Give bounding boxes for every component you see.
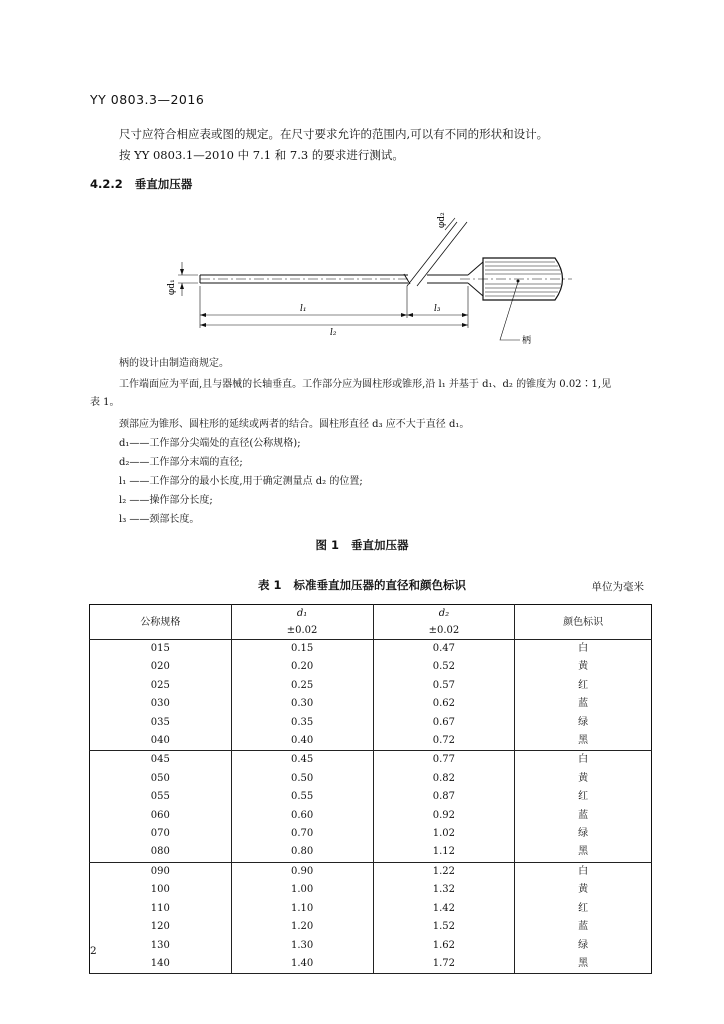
cell-size: 090 — [90, 862, 232, 881]
cell-d1: 0.70 — [231, 825, 373, 843]
cell-d2: 1.02 — [373, 825, 515, 843]
cell-color: 绿 — [578, 939, 589, 951]
cell-color: 黑 — [515, 843, 652, 862]
cell-size: 035 — [90, 714, 232, 732]
cell-d1: 0.25 — [231, 677, 373, 695]
table-title: 标准垂直加压器的直径和颜色标识 — [293, 578, 467, 592]
section-number: 4.2.2 — [90, 177, 123, 191]
cell-d2: 0.92 — [373, 807, 515, 825]
cell-d2: 0.67 — [373, 714, 515, 732]
cell-d2: 1.42 — [373, 900, 515, 918]
cell-size: 055 — [90, 788, 232, 806]
table-row — [90, 640, 652, 659]
table-row — [90, 918, 652, 936]
def-l1: l₁ ——工作部分的最小长度,用于确定测量点 d₂ 的位置; — [119, 476, 363, 487]
header-d2-tolerance: ±0.02 — [373, 622, 515, 640]
table-row — [90, 751, 652, 770]
cell-size: 130 — [90, 937, 232, 955]
table-number: 表 1 — [257, 578, 282, 592]
standard-number: YY 0803.3—2016 — [90, 92, 205, 107]
cell-d2: 0.52 — [373, 658, 515, 676]
intro-line-2: 按 YY 0803.1—2010 中 7.1 和 7.3 的要求进行测试。 — [119, 148, 404, 162]
table-body — [90, 640, 652, 974]
cell-d1: 0.80 — [231, 843, 373, 862]
note-neck: 颈部应为锥形、圆柱形的延续或两者的结合。圆柱形直径 d₃ 应不大于直径 d₁。 — [119, 419, 470, 430]
cell-d1: 1.10 — [231, 900, 373, 918]
header-color: 颜色标识 — [515, 605, 652, 640]
cell-d2: 0.77 — [373, 751, 515, 770]
cell-d1: 1.30 — [231, 937, 373, 955]
table-row — [90, 807, 652, 825]
cell-size: 100 — [90, 881, 232, 899]
table-row — [90, 881, 652, 899]
label-d2: φd₂ — [437, 212, 447, 228]
header-d1: d₁ — [231, 605, 373, 623]
cell-color: 红 — [578, 679, 589, 691]
table-row — [90, 862, 652, 881]
cell-color: 红 — [578, 902, 589, 914]
cell-color: 黄 — [578, 884, 589, 896]
plugger-drawing — [160, 200, 580, 350]
figure-title: 垂直加压器 — [351, 538, 409, 552]
cell-d2: 0.82 — [373, 770, 515, 788]
table-row — [90, 714, 652, 732]
cell-d2: 1.52 — [373, 918, 515, 936]
cell-size: 045 — [90, 751, 232, 770]
cell-size: 020 — [90, 658, 232, 676]
cell-size: 030 — [90, 695, 232, 713]
cell-size: 110 — [90, 900, 232, 918]
diameter-color-table — [89, 604, 652, 974]
label-l2: l₂ — [330, 328, 337, 338]
cell-d1: 1.40 — [231, 955, 373, 974]
cell-size: 140 — [90, 955, 232, 974]
def-d2: d₂——工作部分末端的直径; — [119, 457, 243, 468]
def-d1: d₁——工作部分尖端处的直径(公称规格); — [119, 438, 301, 449]
note-work-end-cont: 表 1。 — [90, 397, 120, 408]
table-row — [90, 843, 652, 862]
note-handle: 柄的设计由制造商规定。 — [119, 358, 229, 369]
table-row — [90, 955, 652, 974]
cell-d2: 0.57 — [373, 677, 515, 695]
cell-d1: 0.40 — [231, 732, 373, 751]
page-number: 2 — [90, 945, 97, 957]
cell-size: 025 — [90, 677, 232, 695]
table-row — [90, 732, 652, 751]
cell-color: 白 — [578, 865, 589, 877]
cell-color: 绿 — [578, 828, 589, 840]
cell-d2: 0.62 — [373, 695, 515, 713]
cell-size: 050 — [90, 770, 232, 788]
table-row — [90, 825, 652, 843]
cell-d2: 1.62 — [373, 937, 515, 955]
intro-line-1: 尺寸应符合相应表或图的规定。在尺寸要求允许的范围内,可以有不同的形状和设计。 — [119, 127, 549, 141]
cell-color: 白 — [578, 643, 589, 654]
cell-d2: 0.72 — [373, 732, 515, 751]
cell-color: 黄 — [578, 772, 589, 784]
cell-d2: 1.22 — [373, 862, 515, 881]
label-l3: l₃ — [434, 304, 441, 314]
figure-number: 图 1 — [315, 538, 339, 552]
cell-size: 040 — [90, 732, 232, 751]
cell-d1: 0.90 — [231, 862, 373, 881]
cell-d1: 0.50 — [231, 770, 373, 788]
cell-size: 060 — [90, 807, 232, 825]
label-d1: φd₁ — [167, 279, 177, 295]
table-row — [90, 900, 652, 918]
cell-color: 蓝 — [578, 809, 589, 821]
header-d2: d₂ — [373, 605, 515, 623]
figure-caption — [0, 537, 724, 553]
cell-size: 120 — [90, 918, 232, 936]
cell-d2: 0.87 — [373, 788, 515, 806]
table-unit: 单位为毫米 — [591, 581, 644, 593]
cell-size: 015 — [90, 640, 232, 659]
label-l1: l₁ — [300, 304, 307, 314]
cell-d2: 1.72 — [373, 955, 515, 974]
note-work-end: 工作端面应为平面,且与器械的长轴垂直。工作部分应为圆柱形或锥形,沿 l₁ 并基于 d₁、d₂ 的锥度为 0.02∶1,见 — [119, 379, 612, 390]
label-handle: 柄 — [522, 336, 532, 346]
cell-d1: 0.60 — [231, 807, 373, 825]
section-heading — [90, 176, 192, 192]
cell-d2: 0.47 — [373, 640, 515, 659]
table-row — [90, 937, 652, 955]
table-row — [90, 788, 652, 806]
cell-size: 070 — [90, 825, 232, 843]
break-line-1 — [407, 222, 457, 286]
handle-leader — [500, 282, 520, 340]
cell-color: 白 — [578, 754, 589, 766]
cell-d2: 1.32 — [373, 881, 515, 899]
cell-size: 080 — [90, 843, 232, 862]
header-d1-tolerance: ±0.02 — [231, 622, 373, 640]
cell-d1: 0.45 — [231, 751, 373, 770]
table-row — [90, 658, 652, 676]
table-row — [90, 695, 652, 713]
cell-color: 绿 — [578, 716, 589, 728]
def-l2: l₂ ——操作部分长度; — [119, 495, 213, 506]
cell-color: 黑 — [515, 955, 652, 974]
cell-d2: 1.12 — [373, 843, 515, 862]
cell-d1: 1.00 — [231, 881, 373, 899]
cone-bottom — [468, 283, 483, 296]
cell-d1: 0.55 — [231, 788, 373, 806]
section-title: 垂直加压器 — [134, 177, 193, 191]
table-row — [90, 677, 652, 695]
cell-color: 蓝 — [578, 698, 589, 710]
cell-color: 黑 — [515, 732, 652, 751]
def-l3: l₃ ——颈部长度。 — [119, 514, 200, 525]
cell-d1: 0.20 — [231, 658, 373, 676]
cell-d1: 0.35 — [231, 714, 373, 732]
cell-color: 蓝 — [578, 921, 589, 933]
break-line-2 — [417, 222, 467, 286]
header-size: 公称规格 — [90, 605, 232, 640]
table-row — [90, 770, 652, 788]
cell-d1: 0.30 — [231, 695, 373, 713]
cell-color: 黄 — [578, 661, 589, 673]
cell-color: 红 — [578, 791, 589, 803]
cone-top — [468, 262, 483, 275]
cell-d1: 1.20 — [231, 918, 373, 936]
cell-d1: 0.15 — [231, 640, 373, 659]
